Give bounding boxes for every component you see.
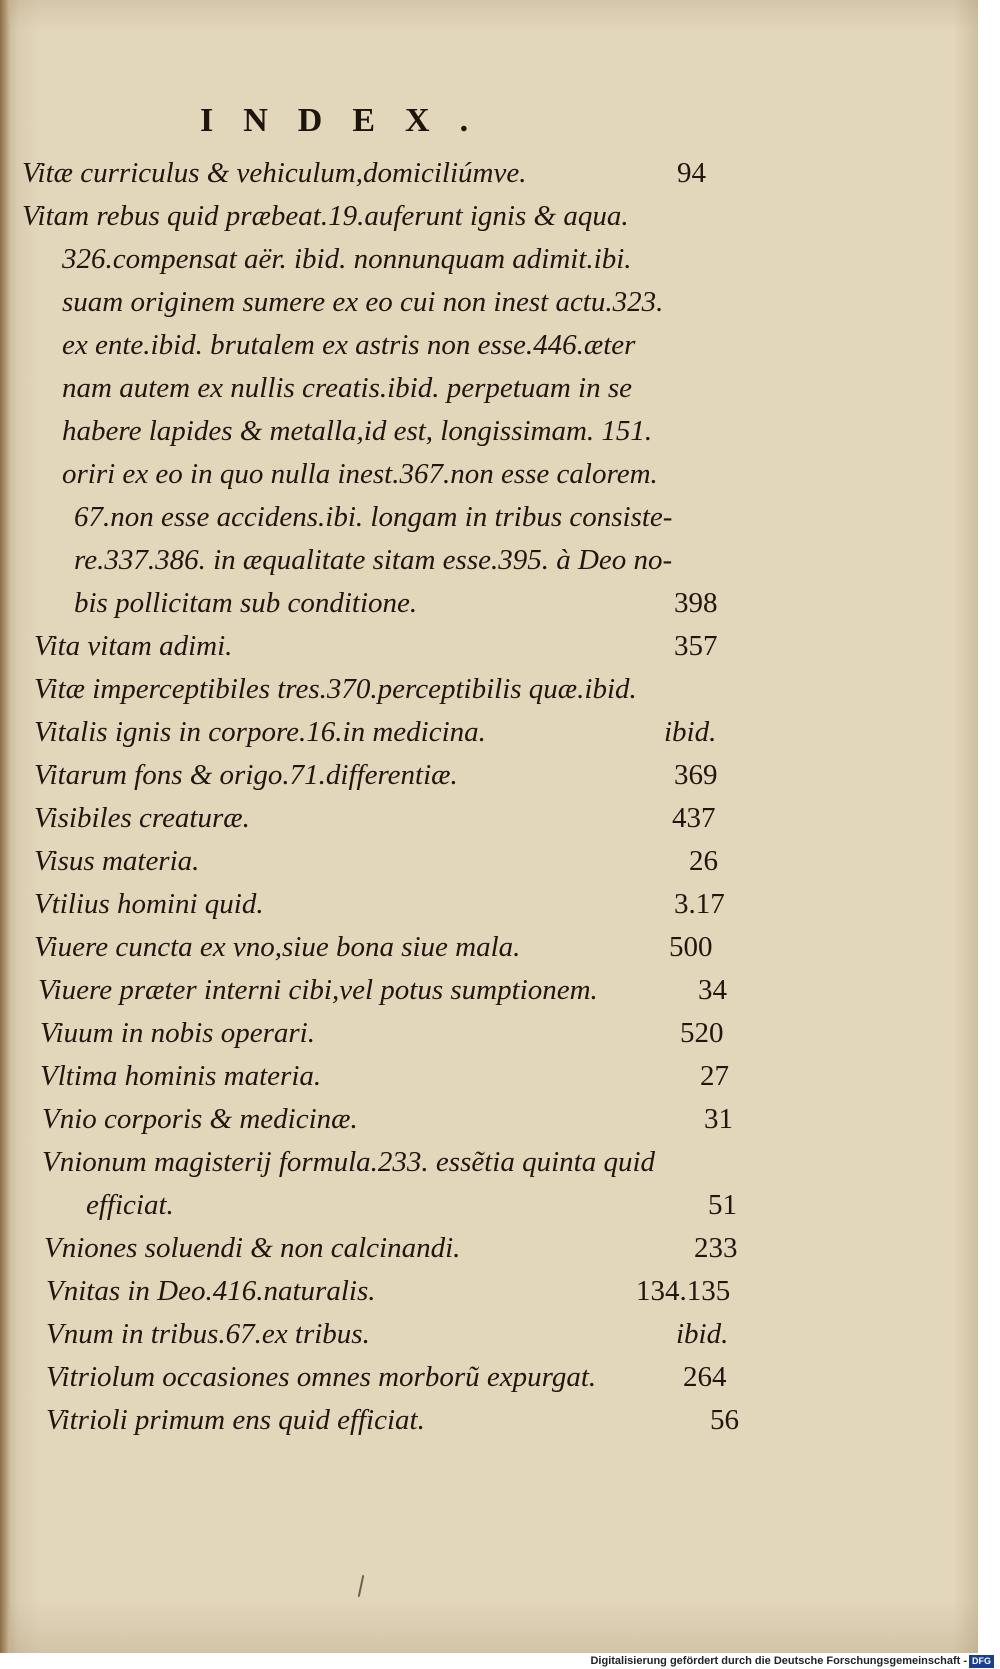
index-entry: [34, 883, 734, 925]
entry-page: 56: [710, 1404, 739, 1436]
index-entry: [44, 1227, 744, 1269]
index-entry: [46, 1270, 746, 1312]
entry-text: Vitam rebus quid præbeat.19.auferunt ignis & aqua.: [22, 200, 629, 232]
entry-page: 3.17: [674, 888, 725, 920]
entry-text: Visus materia.: [34, 845, 200, 877]
entry-text: Vtilius homini quid.: [34, 888, 264, 920]
index-entry: [46, 1399, 746, 1441]
entry-page: ibid.: [676, 1318, 729, 1350]
entry-page: 233: [694, 1232, 738, 1264]
entry-text: Vitarum fons & origo.71.differentiæ.: [34, 759, 458, 791]
index-entry: [38, 969, 738, 1011]
index-entry: [40, 1012, 740, 1054]
entry-text: Viuere præter interni cibi,vel potus sumptionem.: [38, 974, 598, 1006]
entry-page: 31: [704, 1103, 733, 1135]
entry-page: 134.135: [636, 1275, 731, 1307]
entry-text: Vita vitam adimi.: [34, 630, 233, 662]
entry-page: 520: [680, 1017, 724, 1049]
index-entry: [22, 195, 742, 237]
index-entry: [34, 926, 734, 968]
index-entry: [34, 754, 734, 796]
entry-continuation: nam autem ex nullis creatis.ibid. perpetuam in se: [62, 372, 632, 404]
entry-continuation: re.337.386. in æqualitate sitam esse.395. à Deo no-: [74, 544, 673, 576]
entry-continuation: suam originem sumere ex eo cui non inest actu.323.: [62, 286, 664, 318]
digitization-credit: [590, 1653, 994, 1669]
entry-text: Viuere cuncta ex vno,siue bona siue mala.: [34, 931, 521, 963]
entry-page: 369: [674, 759, 718, 791]
entry-text: Vitrioli primum ens quid efficiat.: [46, 1404, 425, 1436]
entry-text: efficiat.: [86, 1189, 174, 1221]
entry-continuation: ex ente.ibid. brutalem ex astris non esse.446.æter: [62, 329, 636, 361]
entry-continuation: 326.compensat aër. ibid. nonnunquam adimit.ibi.: [62, 243, 632, 275]
index-entry: [40, 1055, 740, 1097]
index-entry: [46, 1356, 766, 1398]
entry-page: 26: [689, 845, 718, 877]
entry-page: 357: [674, 630, 718, 662]
page-header: INDEX.: [200, 102, 499, 139]
index-entry: [22, 152, 722, 194]
entry-text: Visibiles creaturæ.: [34, 802, 250, 834]
entry-page: 437: [672, 802, 716, 834]
entry-text: Vltima hominis materia.: [40, 1060, 322, 1092]
entry-continuation: oriri ex eo in quo nulla inest.367.non esse calorem.: [62, 458, 658, 490]
entry-text: Vniones soluendi & non calcinandi.: [44, 1232, 461, 1264]
entry-page: 264: [683, 1361, 727, 1393]
index-entry: [74, 582, 734, 624]
entry-page: 27: [700, 1060, 729, 1092]
index-entry: [34, 668, 754, 710]
index-entry: [34, 625, 734, 667]
entry-text: Vitriolum occasiones omnes morborũ expurgat.: [46, 1361, 597, 1393]
index-entry: [34, 797, 734, 839]
index-entry: [42, 1098, 742, 1140]
entry-text: Vnitas in Deo.416.naturalis.: [46, 1275, 376, 1307]
entry-page: 34: [698, 974, 727, 1006]
entry-page: 94: [677, 157, 706, 189]
entry-page: 398: [674, 587, 718, 619]
index-entry: [34, 711, 734, 753]
entry-continuation: 67.non esse accidens.ibi. longam in tribus consiste-: [74, 501, 673, 533]
entry-page: 500: [669, 931, 713, 963]
entry-text: Vitæ imperceptibiles tres.370.perceptibilis quæ.ibid.: [34, 673, 637, 705]
entry-page: 51: [708, 1189, 737, 1221]
index-entry: [34, 840, 734, 882]
entry-page: ibid.: [664, 716, 717, 748]
entry-text: Vitæ curriculus & vehiculum,domiciliúmve.: [22, 157, 527, 189]
index-entry: [86, 1184, 746, 1226]
entry-text: Vnio corporis & medicinæ.: [42, 1103, 358, 1135]
credit-text: Digitalisierung gefördert durch die Deutsche Forschungsgemeinschaft -: [590, 1655, 967, 1667]
dfg-logo: DFG: [969, 1655, 994, 1668]
index-entry: [42, 1141, 762, 1183]
entry-text: Vitalis ignis in corpore.16.in medicina.: [34, 716, 486, 748]
entry-text: Vnionum magisterij formula.233. essẽtia quinta quid: [42, 1146, 656, 1178]
entry-text: Vnum in tribus.67.ex tribus.: [46, 1318, 370, 1350]
index-entry: [46, 1313, 746, 1355]
entry-continuation: habere lapides & metalla,id est, longissimam. 151.: [62, 415, 653, 447]
entry-text: bis pollicitam sub conditione.: [74, 587, 418, 619]
entry-text: Viuum in nobis operari.: [40, 1017, 315, 1049]
